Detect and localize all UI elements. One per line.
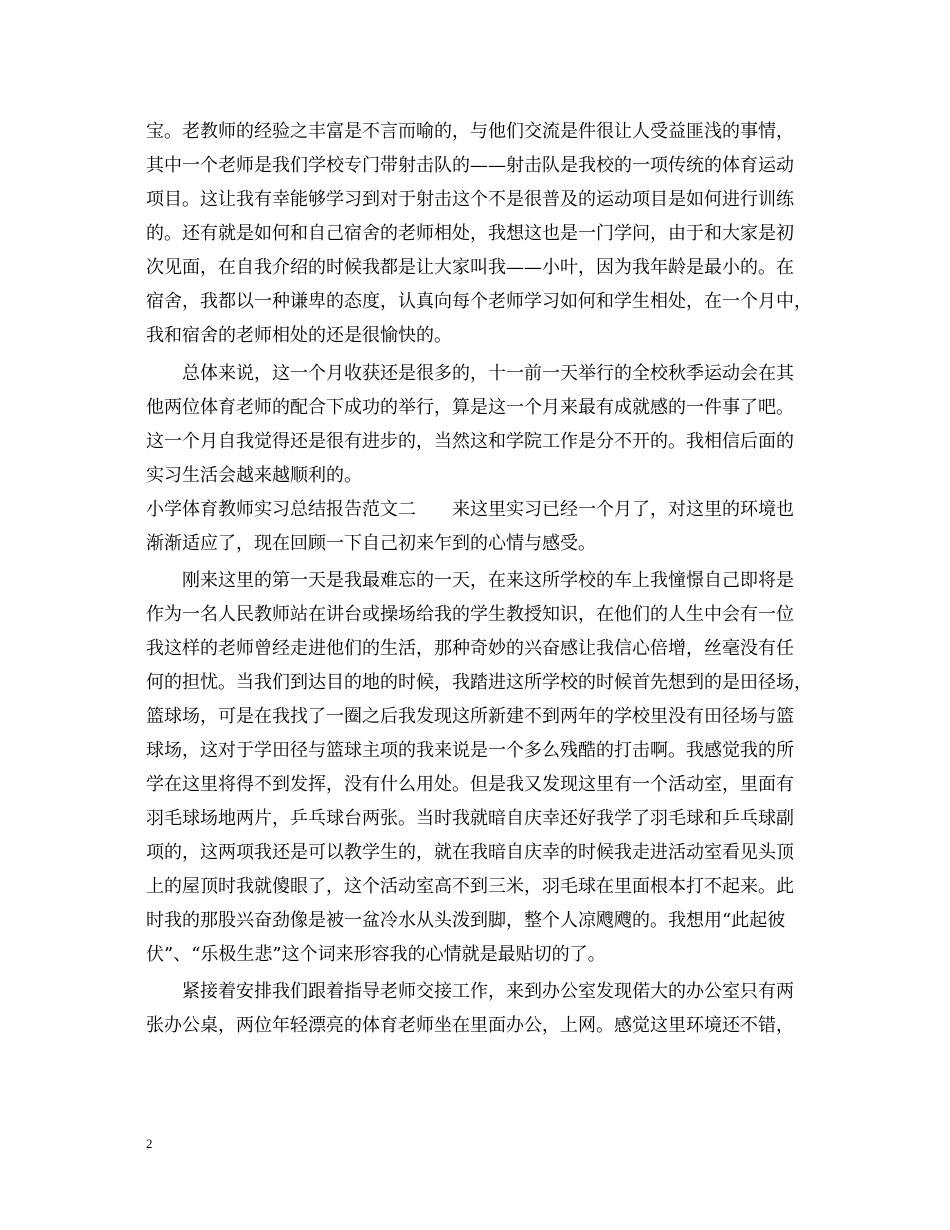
text-line: 球场，这对于学田径与篮球主项的我来说是一个多么残酷的打击啊。我感觉我的所 bbox=[146, 740, 794, 761]
text-line: 宿舍，我都以一种谦卑的态度，认真向每个老师学习如何和学生相处，在一个月中， bbox=[146, 291, 812, 312]
text-line: 时我的那股兴奋劲像是被一盆冷水从头泼到脚，整个人凉飕飕的。我想用“此起彼 bbox=[146, 910, 786, 931]
text-line: 何的担忧。当我们到达目的地的时候，我踏进这所学校的时候首先想到的是田径场， bbox=[146, 672, 812, 693]
text-line: 实习生活会越来越顺利的。 bbox=[146, 465, 362, 486]
text-line: 这一个月自我觉得还是很有进步的，当然这和学院工作是分不开的。我相信后面的 bbox=[146, 431, 794, 452]
text-line: 我这样的老师曾经走进他们的生活，那种奇妙的兴奋感让我信心倍增，丝毫没有任 bbox=[146, 638, 794, 659]
text-line: 篮球场，可是在我找了一圈之后我发现这所新建不到两年的学校里没有田径场与篮 bbox=[146, 706, 794, 727]
text-line: 学在这里将得不到发挥，没有什么用处。但是我又发现这里有一个活动室，里面有 bbox=[146, 774, 794, 795]
text-line: 刚来这里的第一天是我最难忘的一天，在来这所学校的车上我憧憬自己即将是 bbox=[146, 570, 794, 591]
text-line: 伏”、“乐极生悲”这个词来形容我的心情就是最贴切的了。 bbox=[146, 944, 606, 965]
text-line: 总体来说，这一个月收获还是很多的，十一前一天举行的全校秋季运动会在其 bbox=[146, 363, 794, 384]
text-line: 项的，这两项我还是可以教学生的，就在我暗自庆幸的时候我走进活动室看见头顶 bbox=[146, 842, 794, 863]
text-line: 张办公桌，两位年轻漂亮的体育老师坐在里面办公，上网。感觉这里环境还不错， bbox=[146, 1015, 794, 1036]
text-line: 作为一名人民教师站在讲台或操场给我的学生教授知识，在他们的人生中会有一位 bbox=[146, 604, 794, 625]
text-line: 他两位体育老师的配合下成功的举行，算是这一个月来最有成就感的一件事了吧。 bbox=[146, 397, 794, 418]
text-line: 项目。这让我有幸能够学习到对于射击这个不是很普及的运动项目是如何进行训练 bbox=[146, 189, 794, 210]
text-line: 羽毛球场地两片，乒乓球台两张。当时我就暗自庆幸还好我学了羽毛球和乒乓球副 bbox=[146, 808, 794, 829]
page-number: 2 bbox=[146, 1136, 153, 1151]
text-line: 次见面，在自我介绍的时候我都是让大家叫我——小叶，因为我年龄是最小的。在 bbox=[146, 257, 794, 278]
text-line: 紧接着安排我们跟着指导老师交接工作，来到办公室发现偌大的办公室只有两 bbox=[146, 981, 794, 1002]
text-line: 上的屋顶时我就傻眼了，这个活动室高不到三米，羽毛球在里面根本打不起来。此 bbox=[146, 876, 794, 897]
text-line: 的。还有就是如何和自己宿舍的老师相处，我想这也是一门学问，由于和大家是初 bbox=[146, 223, 794, 244]
section-heading-line: 小学体育教师实习总结报告范文二 来这里实习已经一个月了，对这里的环境也 bbox=[146, 499, 794, 520]
text-line: 其中一个老师是我们学校专门带射击队的——射击队是我校的一项传统的体育运动 bbox=[146, 155, 794, 176]
text-line: 我和宿舍的老师相处的还是很愉快的。 bbox=[146, 325, 452, 346]
text-line: 宝。老教师的经验之丰富是不言而喻的，与他们交流是件很让人受益匪浅的事情， bbox=[146, 121, 794, 142]
text-line: 渐渐适应了，现在回顾一下自己初来乍到的心情与感受。 bbox=[146, 533, 596, 554]
